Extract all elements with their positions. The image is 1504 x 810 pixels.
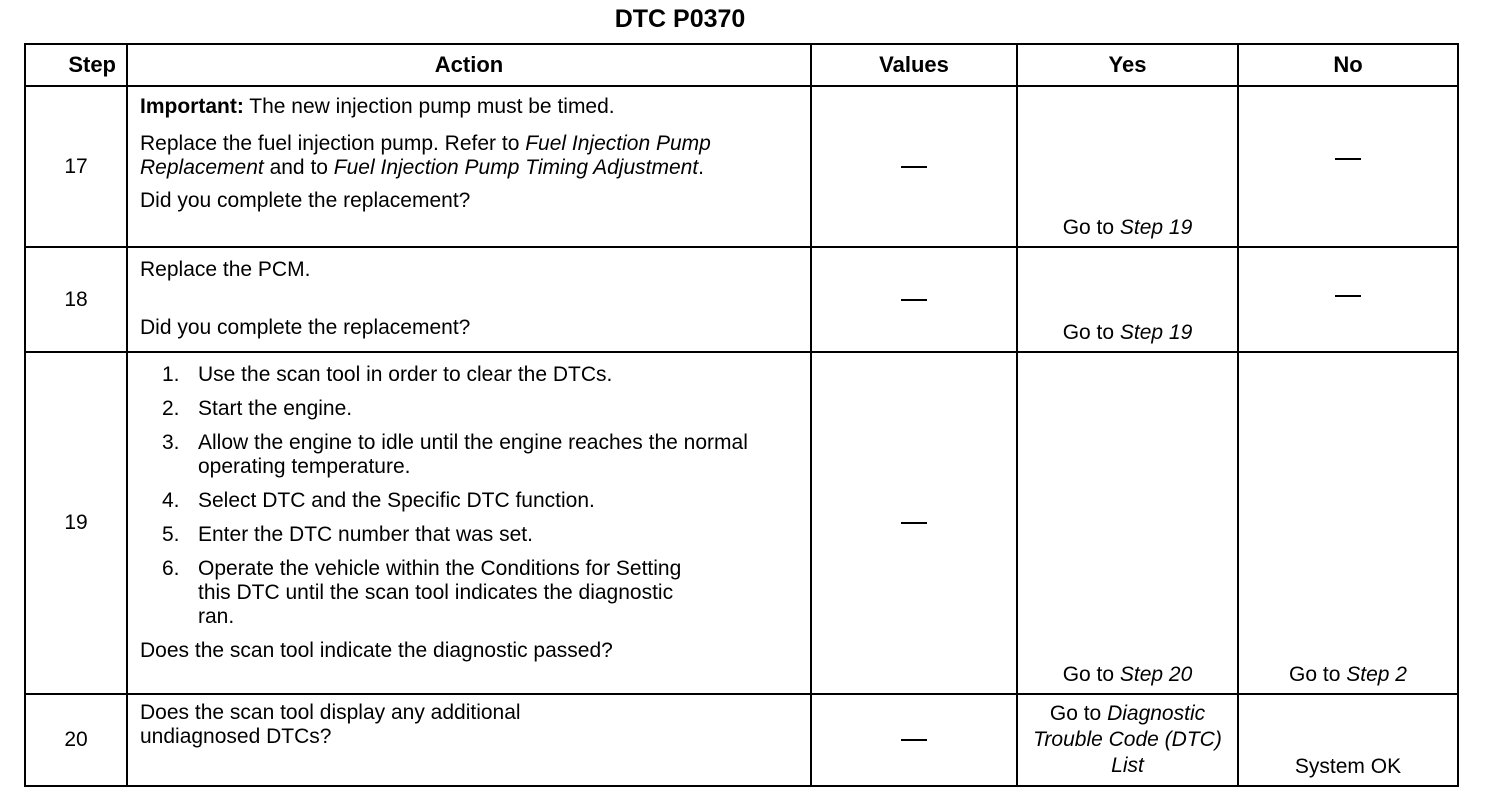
- dash-mark: [1335, 295, 1361, 297]
- list-text: Start the engine.: [198, 397, 353, 420]
- list-text: Enter the DTC number that was set.: [198, 523, 533, 546]
- list-text: Operate the vehicle within the Conditions for Setting this DTC until the scan tool indicates the diagnostic ran.: [198, 557, 682, 628]
- no-cell: [1238, 86, 1458, 247]
- list-text: Use the scan tool in order to clear the DTCs.: [198, 363, 613, 386]
- yes-cell: [1017, 247, 1238, 352]
- list-item: [140, 557, 802, 629]
- no-result: System OK: [1294, 755, 1402, 778]
- list-item: [140, 431, 802, 479]
- action-question: Did you complete the replacement?: [140, 189, 471, 212]
- action-cell: [127, 694, 811, 786]
- list-number: 4.: [162, 489, 180, 512]
- list-number: 5.: [162, 523, 180, 546]
- step-number: 20: [25, 694, 127, 786]
- action-link[interactable]: Fuel Injection Pump Timing Adjustment: [333, 156, 699, 179]
- header-action: Action: [127, 44, 811, 86]
- important-text: The new injection pump must be timed.: [243, 95, 615, 118]
- table-row: [25, 247, 1458, 352]
- no-prefix: Go to: [1289, 663, 1347, 686]
- dash-mark: [901, 522, 927, 524]
- values-cell: [811, 86, 1017, 247]
- list-text: Select DTC and the Specific DTC function.: [198, 489, 595, 512]
- no-cell: [1238, 352, 1458, 694]
- yes-link[interactable]: Diagnostic Trouble Code (DTC) List: [1033, 702, 1222, 777]
- action-link[interactable]: Fuel Injection Pump Replacement: [140, 132, 711, 179]
- header-row: [25, 44, 1458, 86]
- list-item: [140, 489, 802, 513]
- page-title: DTC P0370: [614, 5, 746, 33]
- table-row: [25, 694, 1458, 786]
- list-item: [140, 523, 802, 547]
- dash-mark: [901, 166, 927, 168]
- list-item: [140, 397, 802, 421]
- action-cell: [127, 352, 811, 694]
- list-text: Allow the engine to idle until the engine reaches the normal operating temperature.: [198, 431, 748, 478]
- action-cell: [127, 86, 811, 247]
- yes-link[interactable]: Step 19: [1119, 216, 1193, 239]
- action-text: Replace the PCM.: [140, 258, 311, 281]
- yes-prefix: Go to: [1062, 663, 1120, 686]
- yes-link[interactable]: Step 19: [1119, 321, 1193, 344]
- action-question: Does the scan tool indicate the diagnostic passed?: [140, 639, 613, 662]
- yes-cell: [1017, 694, 1238, 786]
- list-number: 2.: [162, 397, 180, 420]
- list-item: [140, 363, 802, 387]
- yes-instruction: [1018, 216, 1237, 240]
- procedure-list: [140, 363, 802, 629]
- values-cell: [811, 247, 1017, 352]
- yes-prefix: Go to: [1062, 321, 1120, 344]
- yes-cell: [1017, 86, 1238, 247]
- important-label: Important:: [140, 95, 244, 118]
- no-cell: [1238, 247, 1458, 352]
- list-number: 1.: [162, 363, 180, 386]
- step-number: 19: [25, 352, 127, 694]
- action-cell: [127, 247, 811, 352]
- values-cell: [811, 352, 1017, 694]
- yes-prefix: Go to: [1062, 216, 1120, 239]
- header-no: No: [1238, 44, 1458, 86]
- header-step: Step: [25, 44, 127, 86]
- action-text-part: and to: [263, 156, 334, 179]
- dash-mark: [1335, 158, 1361, 160]
- dtc-table: [24, 43, 1459, 787]
- action-question: Does the scan tool display any additional undiagnosed DTCs?: [140, 701, 521, 748]
- dash-mark: [901, 739, 927, 741]
- values-cell: [811, 694, 1017, 786]
- yes-prefix: Go to: [1049, 702, 1108, 725]
- action-question: Did you complete the replacement?: [140, 316, 471, 339]
- table-row: [25, 86, 1458, 247]
- important-note: [140, 95, 802, 119]
- list-number: 3.: [162, 431, 180, 454]
- yes-cell: [1017, 352, 1238, 694]
- action-text: [140, 132, 802, 180]
- table-row: [25, 352, 1458, 694]
- yes-instruction: [1018, 663, 1237, 687]
- no-cell: [1238, 694, 1458, 786]
- action-text-part: Replace the fuel injection pump. Refer to: [140, 132, 526, 155]
- no-instruction: [1239, 663, 1457, 687]
- yes-instruction: [1018, 321, 1237, 345]
- step-number: 17: [25, 86, 127, 247]
- dash-mark: [901, 299, 927, 301]
- step-number: 18: [25, 247, 127, 352]
- no-link[interactable]: Step 2: [1346, 663, 1407, 686]
- action-text-part: .: [698, 156, 705, 179]
- yes-link[interactable]: Step 20: [1119, 663, 1193, 686]
- header-values: Values: [811, 44, 1017, 86]
- list-number: 6.: [162, 557, 180, 580]
- header-yes: Yes: [1017, 44, 1238, 86]
